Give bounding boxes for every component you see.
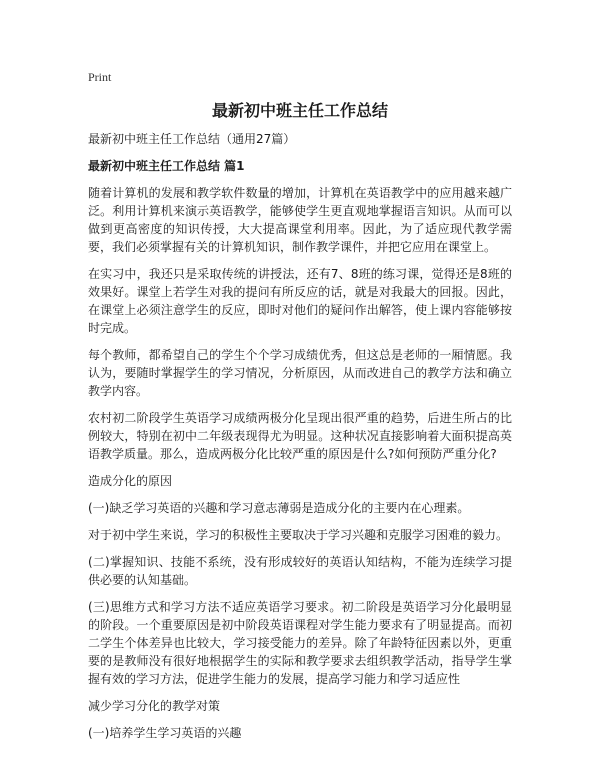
- paragraph: 农村初二阶段学生英语学习成绩两极分化呈现出很严重的趋势，后进生所占的比例较大，特别在初中二年级表现得尤为明显。这种状况直接影响着大面积提高英语教学质量。那么，造成两极分化比较严重的原因是什么?如何预防严重分化?: [88, 411, 512, 461]
- paragraph: 随着计算机的发展和教学软件数量的增加，计算机在英语教学中的应用越来越广泛。利用计算机来演示英语教学，能够使学生更直观地掌握语言知识。从而可以做到更高密度的知识传授，大大提高课堂利用率。因此，为了适应现代教学需要，我们必须掌握有关的计算机知识，制作教学课件，并把它应用在课堂上。: [88, 186, 512, 254]
- paragraph: (一)培养学生学习英语的兴趣: [88, 726, 242, 740]
- document-body: [88, 130, 512, 751]
- paragraph: (一)缺乏学习英语的兴趣和学习意志薄弱是造成分化的主要内在心理素。: [88, 501, 470, 515]
- document-title: 最新初中班主任工作总结: [211, 101, 388, 120]
- paragraph: 对于初中学生来说，学习的积极性主要取决于学习兴趣和克服学习困难的毅力。: [88, 528, 509, 542]
- print-label: Print: [88, 70, 112, 84]
- paragraph-heading: 减少学习分化的教学对策: [88, 699, 221, 713]
- paragraph: (二)掌握知识、技能不系统，没有形成较好的英语认知结构，不能为连续学习提供必要的认知基础。: [88, 555, 512, 587]
- document-subtitle: 最新初中班主任工作总结（通用27篇）: [88, 132, 296, 146]
- paragraph-heading: 造成分化的原因: [88, 474, 173, 488]
- section-heading: 最新初中班主任工作总结 篇1: [88, 159, 245, 173]
- paragraph: (三)思维方式和学习方法不适应英语学习要求。初二阶段是英语学习分化最明显的阶段。一个重要原因是初中阶段英语课程对学生能力要求有了明显提高。而初二学生个体差异也比较大，学习接受能力的差异。除了年龄特征因素以外，更重要的是教师没有很好地根据学生的实际和教学要求去组织教学活动，指导学生掌握有效的学习方法，促进学生能力的发展，提高学习能力和学习适应性: [88, 600, 512, 686]
- paragraph: 在实习中，我还只是采取传统的讲授法，还有7、8班的练习课，觉得还是8班的效果好。课堂上若学生对我的提问有所反应的话，就是对我最大的回报。因此，在课堂上必须注意学生的反应，即时对他们的疑问作出解答，使上课内容能够按时完成。: [88, 267, 512, 335]
- paragraph: 每个教师，都希望自己的学生个个学习成绩优秀，但这总是老师的一厢情愿。我认为，要随时掌握学生的学习情况，分析原因，从而改进自己的教学方法和确立教学内容。: [88, 348, 512, 398]
